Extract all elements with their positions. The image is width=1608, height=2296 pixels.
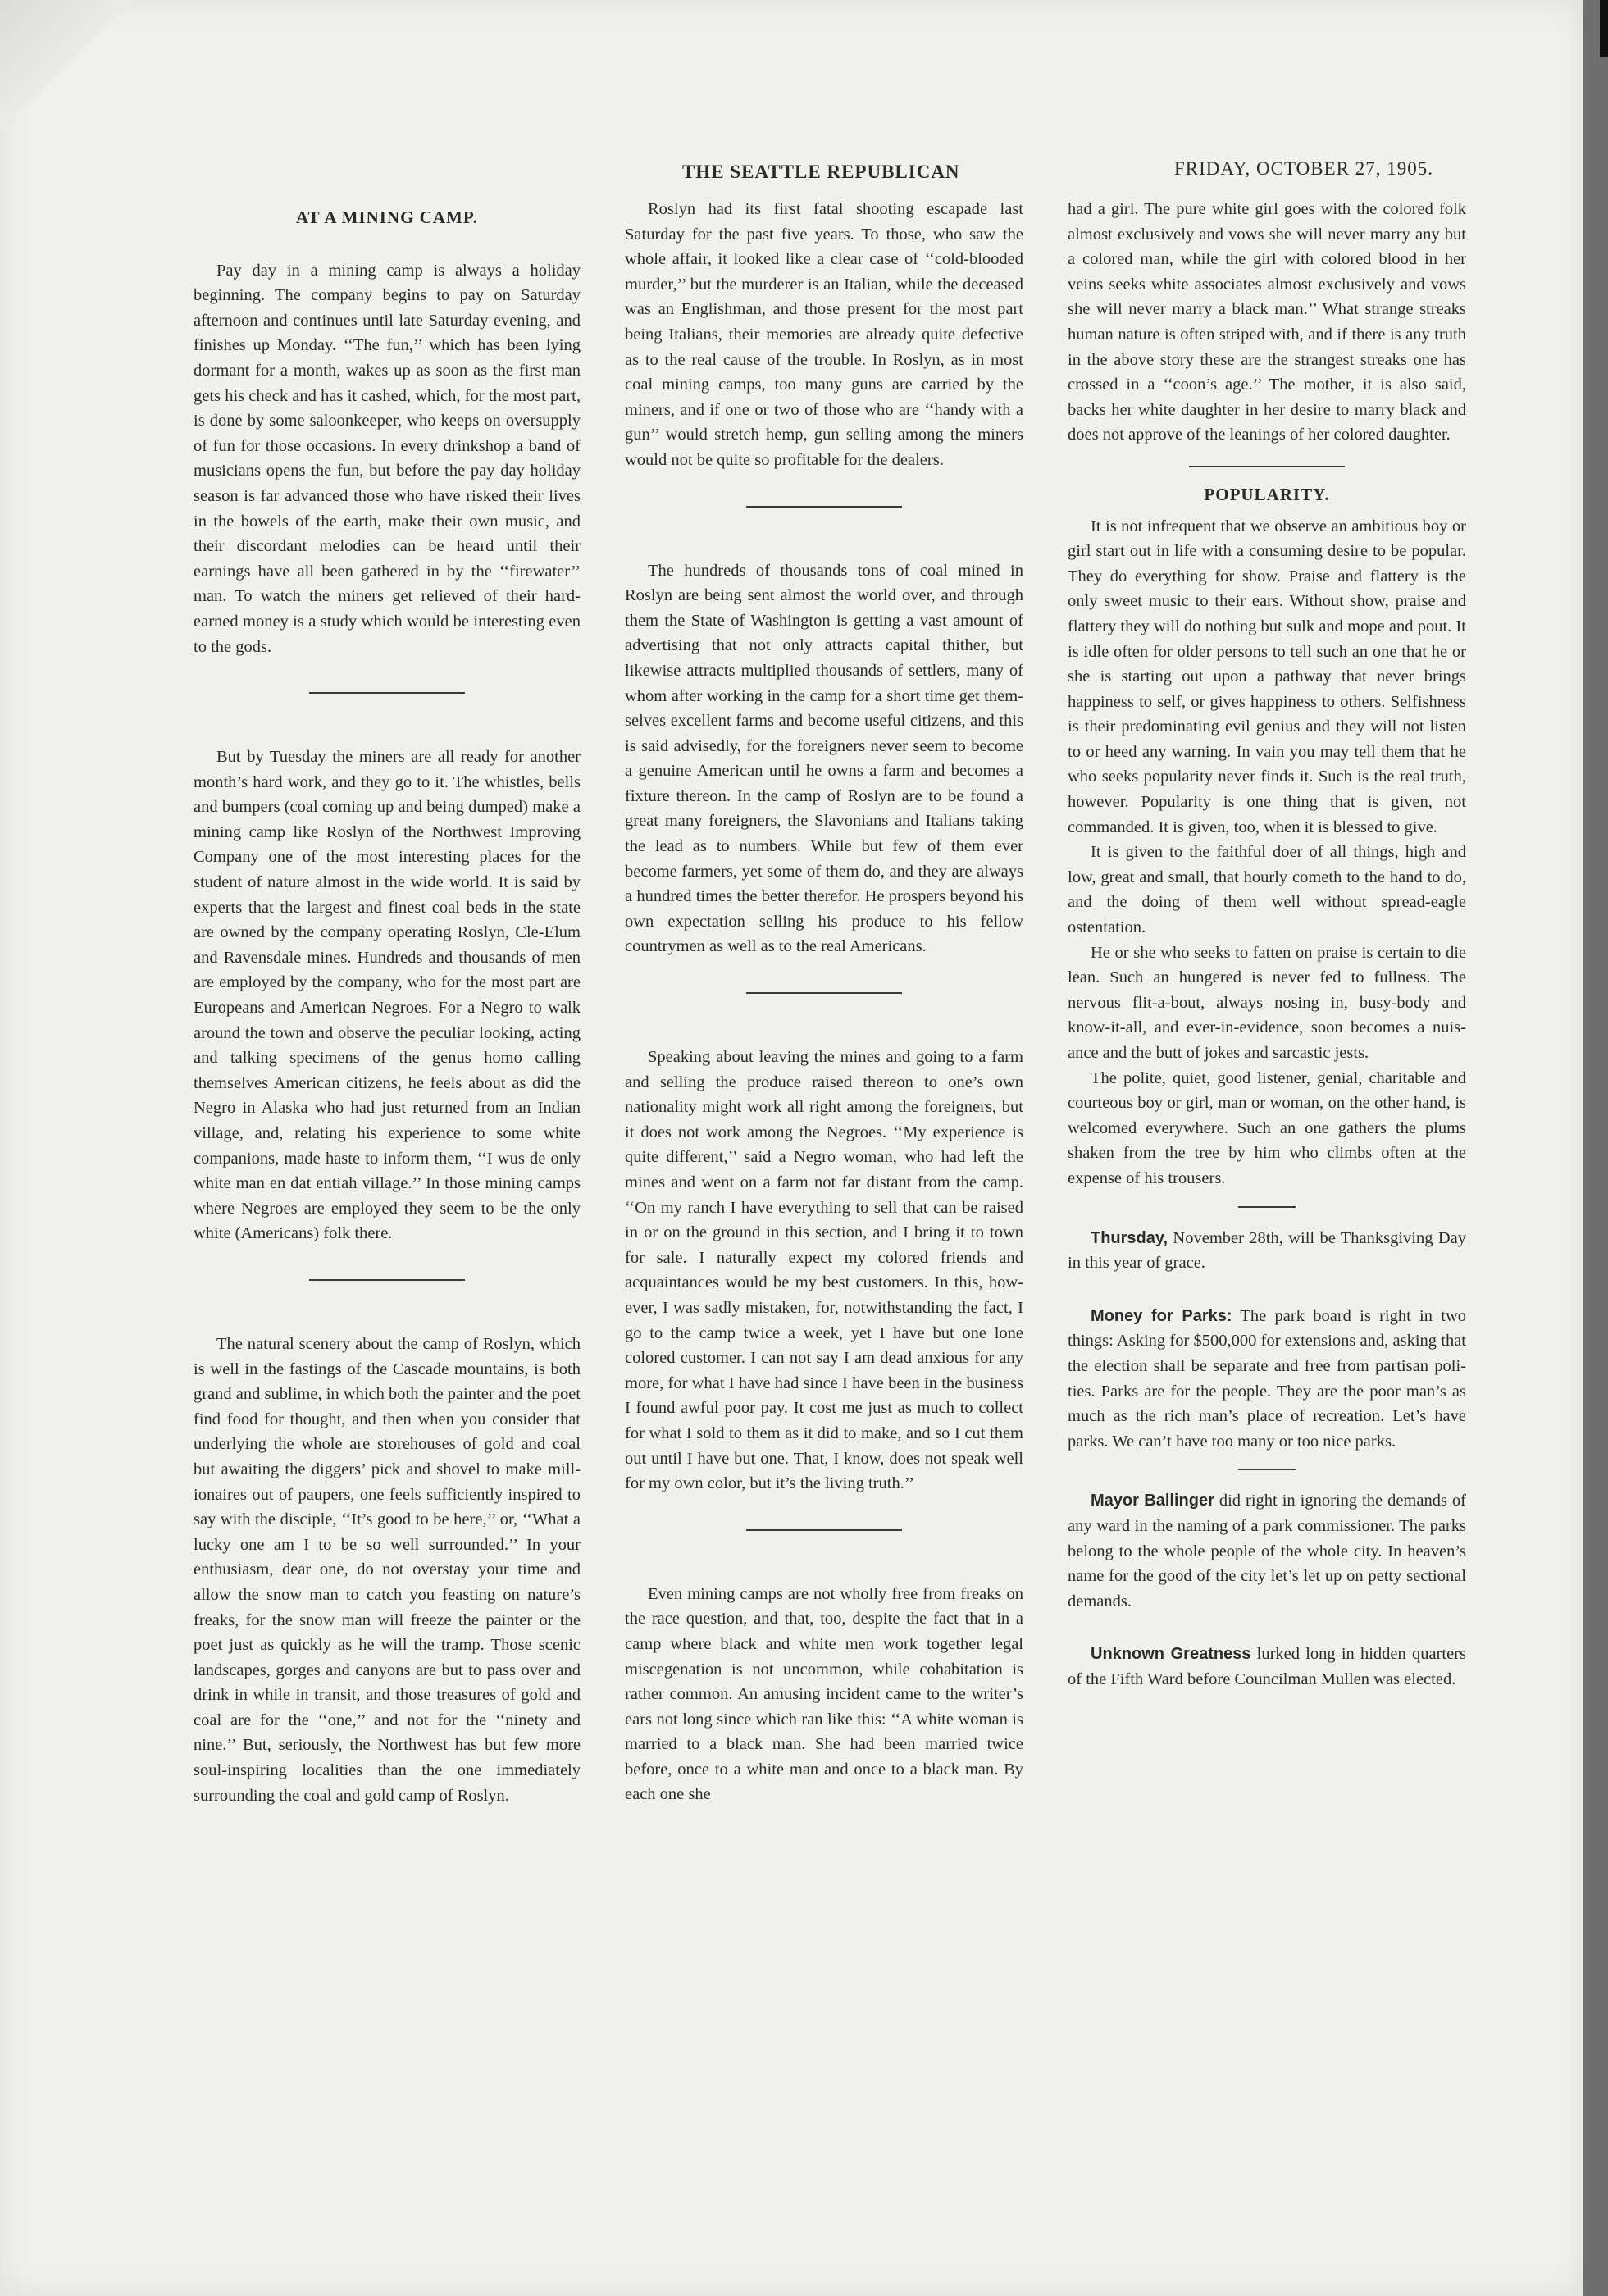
article-paragraph: Speaking about leaving the mines and going to a farm and selling the produce raised thereon to one’s own nationality might work all right among the foreigners, but it does not work among the Negroes. ‘‘My experience is quite different,’’ said a Negro woman, who had left the mines and went on a farm not far distant from the camp. ‘‘On my ranch I have everything to sell that can be raised in or on the ground in this section, and I bring it to town for sale. I naturally expect my colored friends and acquaintances would be my best customers. In this, however, I was sadly mistaken, for, notwithstanding the fact, I go to the camp twice a week, yet I have but one lone colored customer. I can not say I am dead anxious for any more, for what I have had since I have been in the business I found awful poor pay. It cost me just as much to collect for what I sold to them as it did to make, and so I cut them out until I have but one. That, I know, does not speak well for my own color, but it’s the living truth.’’: [625, 1048, 1023, 1493]
section-divider: [309, 1279, 465, 1281]
article-paragraph: had a girl. The pure white girl goes with the colored folk almost exclusively and vows she will never marry any but a colored man, while the girl with colored blood in her veins seeks white associates almost exclusively and vows she will never marry a black man.’’ What strange streaks human nature is often striped with, and if there is any truth in the above story these are the strangest streaks one has crossed in a ‘‘coon’s age.’’ The mother, it is also said, backs her white daughter in her desire to marry black and does not approve of the leanings of her colored daughter.: [1068, 200, 1466, 444]
article-paragraph: But by Tuesday the miners are all ready for another month’s hard work, and they go to it. The whistles, bells and bumpers (coal coming up and being dumped) make a mining camp like Roslyn of the Northwest Improving Company one of the most interesting places for the student of nature almost in the wide world. It is said by experts that the largest and finest coal beds in the state are owned by the company operating Roslyn, Cle-Elum and Ravensdale mines. Hundreds and thousands of men are employed by the company, who for the most part are Europeans and American Negroes. For a Negro to walk around the town and observe the peculiar looking, acting and talking specimens of the genus homo calling themselves American citizens, he feels about as did the Negro in Alaska who had just returned from an Indian village, and, relating his experience to some white companions, made haste to inform them, ‘‘I wus de only white man en dat entiah village.’’ In those mining camps where Negroes are employed they seem to be the only white (Americans) folk there.: [194, 748, 581, 1243]
section-divider: [309, 692, 465, 694]
section-divider: [746, 1529, 902, 1531]
item-lead: Mayor Ballinger: [1091, 1492, 1214, 1510]
article-paragraph: The hundreds of thousands tons of coal mined in Roslyn are being sent almost the world over, and through them the State of Washington is getting a vast amount of advertising that not only attracts capital thither, but likewise attracts multiplied thousands of settlers, many of whom after working in the camp for a short time get themselves excellent farms and become useful citizens, and this is said advisedly, for the foreigners never seem to become a genuine American until he owns a farm and becomes a fixture thereon. In the camp of Roslyn are to be found a great many foreigners, the Slavonians and Italians taking the lead as to numbers. While but few of them ever become farmers, yet some of them do, and they are always a hundred times the better therefor. He prospers beyond his own expectation selling his produce to his fellow countrymen as well as to the real Americans.: [625, 561, 1023, 956]
news-item-mayor: [1068, 1488, 1466, 1614]
section-divider: [1189, 466, 1345, 467]
issue-date: FRIDAY, OCTOBER 27, 1905.: [1174, 158, 1433, 179]
news-item-unknown-greatness: [1068, 1642, 1466, 1692]
column-2: [625, 197, 1023, 1807]
section-divider: [746, 992, 902, 994]
item-text: November 28th, will be Thanksgiving Day in this year of grace.: [1068, 1228, 1466, 1273]
item-text: did right in ignoring the demands of any ward in the naming of a park commissioner. The parks belong to the whole people of the whole city. In heaven’s name for the good of the city let’s let up on petty sectional demands.: [1068, 1492, 1466, 1610]
page-edge: [1583, 0, 1608, 2296]
article-paragraph: The polite, quiet, good listener, genial, charitable and courteous boy or girl, man or woman, on the other hand, is welcomed everywhere. Such an one gathers the plums shaken from the tree by him who climbs often at the expense of his trousers.: [1068, 1068, 1466, 1187]
news-item-parks: [1068, 1304, 1466, 1455]
item-text: The park board is right in two things: Asking for $500,000 for extensions and, asking that the election shall be separate and free from partisan polities. Parks are for the people. They are the poor man’s as much as the rich man’s place of recreation. Let’s have parks. We can’t have too many or too nice parks.: [1068, 1306, 1466, 1451]
article-paragraph: Pay day in a mining camp is always a holiday beginning. The company begins to pay on Saturday afternoon and continues until late Saturday evening, and finishes up Monday. ‘‘The fun,’’ which has been lying dormant for a month, wakes up as soon as the first man gets his check and has it cashed, which, for the most part, is done by some saloonkeeper, who keeps on oversupply of fun for those occasions. In every drinkshop a band of musicians opens the fun, but before the pay day holiday season is far advanced those who have risked their lives in the bowels of the earth, make their own music, and their discordant melodies can be heard until their earnings have all been gathered in by the ‘‘firewater’’ man. To watch the miners get relieved of their hard-earned money is a study which would be interesting even to the gods.: [194, 261, 581, 656]
item-lead: Unknown Greatness: [1091, 1645, 1251, 1664]
headline-popularity: POPULARITY.: [1204, 484, 1330, 504]
headline-mining-camp: AT A MINING CAMP.: [296, 207, 478, 227]
section-divider: [746, 506, 902, 508]
article-paragraph: Even mining camps are not wholly free from freaks on the race question, and that, too, despite the fact that in a camp where black and white men work together legal miscegenation is not uncommon, while cohabitation is rather common. An amusing incident came to the writer’s ears not long since which ran like this: ‘‘A white woman is married to a black man. She had been married twice before, once to a white man and once to a black man. By each one she: [625, 1584, 1023, 1804]
article-paragraph: Roslyn had its first fatal shooting escapade last Saturday for the past five years. To those, who saw the whole affair, it looked like a clear case of ‘‘cold-blooded murder,’’ but the murderer is an Italian, while the deceased was an Englishman, and those present for the most part being Italians, their memories are already quite defective as to the real cause of the trouble. In Roslyn, as in most coal mining camps, too many guns are carried by the miners, and if one or two of those who are ‘‘handy with a gun’’ would stretch hemp, gun selling among the miners would not be quite so profitable for the dealers.: [625, 200, 1023, 469]
item-lead: Money for Parks:: [1091, 1306, 1232, 1325]
section-divider: [1238, 1469, 1296, 1470]
news-item-thanksgiving: [1068, 1226, 1466, 1276]
column-1: [194, 205, 581, 1808]
item-text: lurked long in hidden quarters of the Fifth Ward before Councilman Mullen was elected.: [1068, 1645, 1466, 1688]
paper-name: THE SEATTLE REPUBLICAN: [682, 162, 960, 182]
column-3: [1068, 197, 1466, 1692]
article-paragraph: He or she who seeks to fatten on praise is certain to die lean. Such an hungered is never fed to fullness. The nervous flit-a-bout, always nosing in, busy-body and know-it-all, and ever-in-evidence, soon becomes a nuisance and the butt of jokes and sarcastic jests.: [1068, 943, 1466, 1062]
section-divider: [1238, 1206, 1296, 1208]
article-paragraph: It is given to the faithful doer of all things, high and low, great and small, that hourly cometh to the hand to do, and the doing of them well without spread-eagle ostentation.: [1068, 843, 1466, 937]
article-paragraph: The natural scenery about the camp of Roslyn, which is well in the fastings of the Cascade mountains, is both grand and sublime, in which both the painter and the poet find food for thought, and then when you consider that underlying the whole are storehouses of gold and coal but awaiting the diggers’ pick and shovel to make millionaires out of paupers, one feels sufficiently inspired to say with the disciple, ‘‘It’s good to be here,’’ or, ‘‘What a lucky one am I to be so well surrounded.’’ In your enthusiasm, dear one, do not overstay your time and allow the snow man to catch you feasting on nature’s freaks, for the snow man will freeze the painter or the poet just as quickly as he will the tramp. Those scenic landscapes, gorges and canyons are but to pass over and drink in while in transit, and those treasures of gold and coal are for the ‘‘one,’’ and not for the ‘‘ninety and nine.’’ But, seriously, the Northwest has but few more soul-inspiring localities than the one immediately surrounding the coal and gold camp of Roslyn.: [194, 1334, 581, 1805]
folded-corner: [0, 0, 164, 131]
article-paragraph: It is not infrequent that we observe an ambitious boy or girl start out in life with a consuming desire to be popular. They do everything for show. Praise and flattery is the only sweet music to their ears. Without show, praise and flattery they will do nothing but sulk and mope and pout. It is idle often for older persons to tell such an one that he or she is starting out upon a pathway that never brings happiness to self, or gives happiness to others. Selfishness is their predominating evil genius and they will not listen to or heed any warning. In vain you may tell them that he who seeks popularity never finds it. Such is the real truth, however. Popularity is one thing that is given, not commanded. It is given, too, when it is blessed to give.: [1068, 517, 1466, 836]
page-edge-shadow: [1600, 0, 1608, 57]
item-lead: Thursday,: [1091, 1228, 1168, 1247]
